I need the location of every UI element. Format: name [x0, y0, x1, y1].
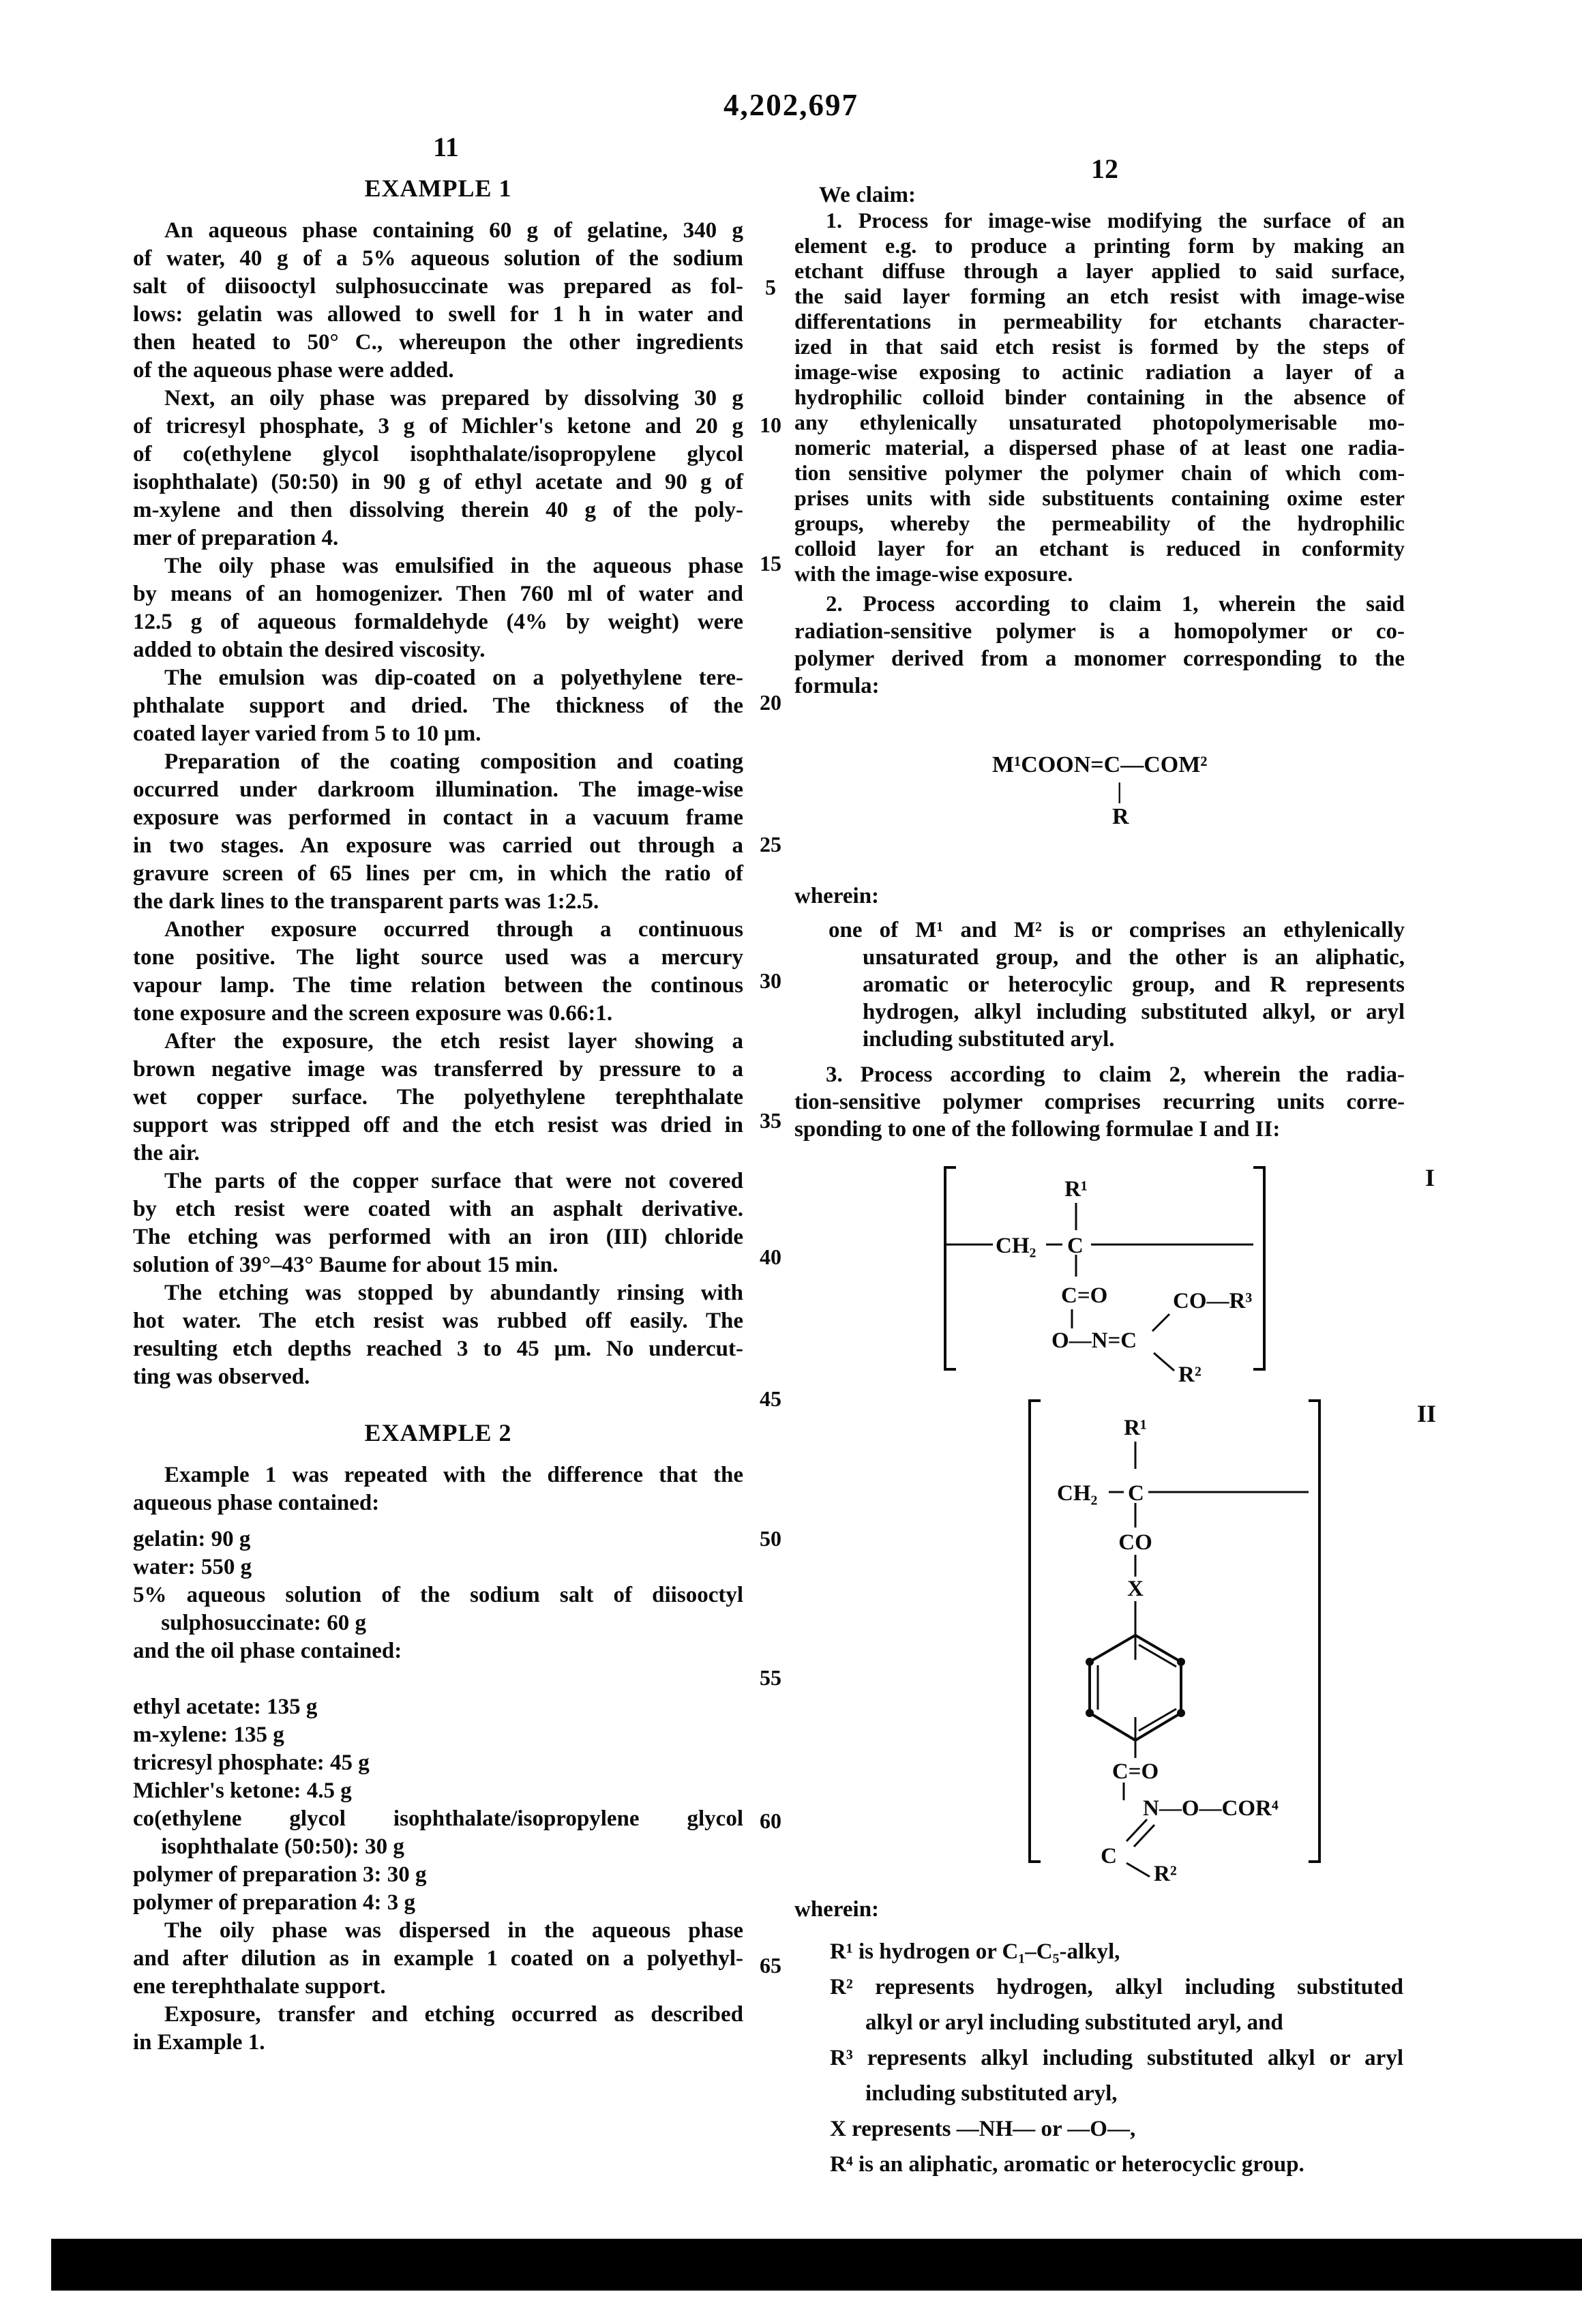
paragraph [133, 1028, 743, 1167]
text-line: in Example 1. [133, 2030, 265, 2055]
text-line: coated layer varied from 5 to 10 μm. [133, 721, 481, 746]
text-line: Next, an oily phase was prepared by dissolving 30 g [164, 386, 743, 411]
text-line: solution of 39°–43° Baume for about 15 min. [133, 1253, 558, 1277]
text-line: sponding to one of the following formulae I and II: [794, 1117, 1281, 1142]
text-line: The etching was stopped by abundantly rinsing with [164, 1281, 743, 1305]
text-line: tion-sensitive polymer comprises recurring units corre- [794, 1090, 1405, 1114]
text-line: Michler's ketone: 4.5 g [133, 1778, 352, 1803]
text-line: The oily phase was dispersed in the aqueous phase [164, 1918, 743, 1943]
text-line: gelatin: 90 g [133, 1527, 251, 1551]
text-line: by etch resist were coated with an asphalt derivative. [133, 1197, 743, 1221]
text-line: The emulsion was dip-coated on a polyethylene tere- [164, 666, 743, 690]
oil-phase-list [133, 1693, 743, 1917]
line-number: 40 [760, 1245, 781, 1269]
text-line: gravure screen of 65 lines per cm, in which the ratio of [133, 861, 743, 886]
chemical-structure-I-icon [927, 1159, 1282, 1384]
svg-text:R²: R² [1154, 1862, 1177, 1882]
text-line: Exposure, transfer and etching occurred as described [164, 2002, 743, 2027]
svg-text:X: X [1127, 1577, 1144, 1601]
text-line: ting was observed. [133, 1365, 310, 1389]
svg-text:C: C [1128, 1481, 1144, 1506]
text-line: tone exposure and the screen exposure was 0.66:1. [133, 1001, 613, 1026]
text-line: m-xylene and then dissolving therein 40 g of the poly- [133, 498, 743, 522]
wherein-label: wherein: [794, 1897, 880, 1922]
formula-2-label: II [1417, 1400, 1437, 1427]
line-number: 50 [760, 1526, 781, 1551]
text-line: ethyl acetate: 135 g [133, 1695, 318, 1719]
text-line: tion sensitive polymer the polymer chain of which com- [794, 460, 1405, 485]
svg-text:CH₂: CH₂ [1057, 1481, 1098, 1506]
monomer-formula-bond: | [1117, 779, 1122, 804]
paragraph [133, 1167, 743, 1279]
wherein-label: wherein: [794, 884, 880, 908]
line-number: 15 [760, 551, 781, 576]
svg-text:R²: R² [1178, 1362, 1202, 1384]
text-line: hydrophilic colloid binder containing in the absence of [794, 385, 1405, 409]
text-line: the said layer forming an etch resist with image-wise [794, 284, 1405, 308]
text-line: tone positive. The light source used was a mercury [133, 945, 743, 970]
example2-heading: EXAMPLE 2 [364, 1419, 512, 1446]
text-line: isophthalate) (50:50) in 90 g of ethyl acetate and 90 g of [133, 470, 743, 494]
text-line: An aqueous phase containing 60 g of gelatine, 340 g [164, 218, 743, 243]
claim-2 [794, 591, 1405, 700]
svg-text:CO—R³: CO—R³ [1173, 1289, 1253, 1313]
text-line: 3. Process according to claim 2, wherein the radia- [826, 1062, 1405, 1087]
svg-text:C=O: C=O [1061, 1283, 1108, 1308]
text-line: differentations in permeability for etchants character- [794, 309, 1405, 333]
text-line: salt of diisooctyl sulphosuccinate was prepared as fol- [133, 274, 743, 299]
text-line: brown negative image was transferred by pressure to a [133, 1057, 743, 1082]
text-line: exposure was performed in contact in a vacuum frame [133, 805, 743, 830]
text-line: support was stripped off and the etch resist was dried in [133, 1113, 743, 1137]
paragraph [133, 916, 743, 1028]
text-line: polymer derived from a monomer corresponding to the [794, 646, 1405, 671]
text-line: co(ethylene glycol isophthalate/isopropylene glycol [133, 1806, 743, 1831]
text-line: 1. Process for image-wise modifying the surface of an [826, 208, 1405, 233]
line-number: 10 [760, 413, 781, 437]
claim-3 [794, 1061, 1405, 1143]
text-line: aqueous phase contained: [133, 1491, 380, 1515]
text-line: in two stages. An exposure was carried out through a [133, 833, 743, 858]
svg-text:N—O—COR⁴: N—O—COR⁴ [1143, 1796, 1279, 1821]
aqueous-phase-list [133, 1525, 743, 1665]
svg-text:R¹: R¹ [1124, 1416, 1147, 1440]
text-line: phthalate support and dried. The thickness of the [133, 694, 743, 718]
text-line: formula: [794, 674, 880, 698]
text-line: sulphosuccinate: 60 g [133, 1611, 366, 1635]
text-line: prises units with side substituents containing oxime ester [794, 486, 1405, 510]
text-line: one of M¹ and M² is or comprises an ethylenically [829, 918, 1405, 942]
text-line: colloid layer for an etchant is reduced in conformity [794, 536, 1405, 561]
line-number: 20 [760, 690, 781, 715]
text-line: The parts of the copper surface that were not covered [164, 1169, 743, 1193]
text-line: tricresyl phosphate: 45 g [133, 1751, 370, 1775]
example1-heading: EXAMPLE 1 [364, 175, 512, 202]
r-group-definitions [794, 1934, 1405, 2182]
text-line: hydrogen, alkyl including substituted alkyl, or aryl [863, 1000, 1405, 1024]
svg-text:C: C [1101, 1844, 1117, 1868]
text-line: ene terephthalate support. [133, 1974, 386, 1999]
text-line: Example 1 was repeated with the difference that the [164, 1463, 743, 1487]
text-line: R¹ is hydrogen or C₁–C₅-alkyl, [830, 1939, 1120, 1964]
text-line: R² represents hydrogen, alkyl including substituted [830, 1975, 1403, 1999]
text-line: 5% aqueous solution of the sodium salt of diisooctyl [133, 1583, 743, 1607]
text-line: any ethylenically unsaturated photopolymerisable mo- [794, 410, 1405, 434]
text-line: wet copper surface. The polyethylene terephthalate [133, 1085, 743, 1109]
text-line: mer of preparation 4. [133, 526, 339, 550]
text-line: lows: gelatin was allowed to swell for 1 h in water and [133, 302, 743, 327]
text-line: including substituted aryl, [865, 2081, 1118, 2106]
text-line: with the image-wise exposure. [794, 561, 1073, 586]
text-line: element e.g. to produce a printing form by making an [794, 233, 1405, 258]
text-line: After the exposure, the etch resist layer showing a [164, 1029, 743, 1054]
patent-number: 4,202,697 [723, 88, 859, 122]
text-line: aromatic or heterocylic group, and R represents [863, 972, 1405, 997]
text-line: X represents —NH— or —O—, [830, 2117, 1136, 2141]
line-number: 25 [760, 832, 781, 856]
text-line: ized in that said etch resist is formed by the steps of [794, 334, 1405, 359]
text-line: vapour lamp. The time relation between the continous [133, 973, 743, 998]
paragraph [133, 2001, 743, 2057]
line-number: 55 [760, 1665, 781, 1690]
line-number: 65 [760, 1953, 781, 1978]
paragraph [133, 1917, 743, 2001]
column-number-left: 11 [433, 132, 459, 162]
chemical-structure-II-icon [975, 1391, 1357, 1882]
paragraph [133, 217, 743, 385]
m-definitions [794, 917, 1405, 1053]
text-line: then heated to 50° C., whereupon the other ingredients [133, 330, 743, 355]
text-line: The etching was performed with an iron (III) chloride [133, 1225, 743, 1249]
text-line: hot water. The etch resist was rubbed off easily. The [133, 1309, 743, 1333]
svg-text:CO: CO [1118, 1530, 1152, 1555]
text-line: unsaturated group, and the other is an aliphatic, [863, 945, 1405, 970]
text-line: image-wise exposing to actinic radiation a layer of a [794, 359, 1405, 384]
text-line: added to obtain the desired viscosity. [133, 638, 486, 662]
text-line: and the oil phase contained: [133, 1639, 402, 1663]
text-line: occurred under darkroom illumination. The image-wise [133, 777, 743, 802]
svg-text:C: C [1067, 1234, 1084, 1258]
text-line: etchant diffuse through a layer applied to said surface, [794, 258, 1405, 283]
text-line: nomeric material, a dispersed phase of at least one radia- [794, 435, 1405, 460]
text-line: polymer of preparation 3: 30 g [133, 1862, 427, 1887]
svg-text:R¹: R¹ [1064, 1177, 1088, 1202]
text-line: including substituted aryl. [863, 1027, 1115, 1052]
text-line: resulting etch depths reached 3 to 45 μm. No undercut- [133, 1337, 743, 1361]
text-line: and after dilution as in example 1 coated on a polyethyl- [133, 1946, 743, 1971]
we-claim-heading: We claim: [819, 183, 916, 207]
text-line: 2. Process according to claim 1, wherein the said [826, 592, 1405, 616]
text-line: of the aqueous phase were added. [133, 358, 454, 383]
formula-2-diagram [975, 1391, 1357, 1886]
text-line: the air. [133, 1141, 200, 1165]
formula-1-label: I [1425, 1164, 1435, 1191]
text-line: of co(ethylene glycol isophthalate/isopropylene glycol [133, 442, 743, 466]
text-line: the dark lines to the transparent parts was 1:2.5. [133, 889, 599, 914]
text-line: radiation-sensitive polymer is a homopolymer or co- [794, 619, 1405, 644]
monomer-formula-main: M¹COON=C—COM² [992, 752, 1208, 777]
paragraph [133, 1279, 743, 1391]
text-line: Another exposure occurred through a continuous [164, 917, 743, 942]
text-line: m-xylene: 135 g [133, 1723, 284, 1747]
column-number-right: 12 [1091, 153, 1118, 184]
text-line: The oily phase was emulsified in the aqueous phase [164, 554, 743, 578]
paragraph [133, 1461, 743, 1517]
claim-1 [794, 208, 1405, 586]
monomer-formula-r-group: R [1112, 804, 1129, 829]
text-line: R⁴ is an aliphatic, aromatic or heterocyclic group. [830, 2152, 1304, 2177]
text-line: of water, 40 g of a 5% aqueous solution of the sodium [133, 246, 743, 271]
paragraph [133, 385, 743, 552]
paragraph [133, 748, 743, 916]
text-line: 12.5 g of aqueous formaldehyde (4% by weight) were [133, 610, 743, 634]
line-number: 5 [765, 275, 776, 299]
text-line: of tricresyl phosphate, 3 g of Michler's ketone and 20 g [133, 414, 743, 438]
line-number: 30 [760, 968, 781, 993]
scan-artifact-bar [51, 2239, 1582, 2291]
svg-text:O—N=C: O—N=C [1051, 1328, 1137, 1353]
paragraph [133, 552, 743, 664]
text-line: isophthalate (50:50): 30 g [133, 1834, 404, 1859]
paragraph [133, 664, 743, 748]
line-number: 60 [760, 1808, 781, 1833]
line-number: 35 [760, 1108, 781, 1133]
text-line: R³ represents alkyl including substituted alkyl or aryl [830, 2046, 1403, 2070]
text-line: by means of an homogenizer. Then 760 ml of water and [133, 582, 743, 606]
text-line: polymer of preparation 4: 3 g [133, 1890, 415, 1915]
formula-1-diagram [927, 1159, 1282, 1388]
svg-text:C=O: C=O [1111, 1759, 1159, 1784]
text-line: groups, whereby the permeability of the hydrophilic [794, 511, 1405, 535]
monomer-formula [992, 750, 1208, 831]
text-line: Preparation of the coating composition and coating [164, 749, 743, 774]
line-number: 45 [760, 1386, 781, 1411]
text-line: water: 550 g [133, 1555, 252, 1579]
svg-text:CH₂: CH₂ [996, 1234, 1036, 1258]
text-line: alkyl or aryl including substituted aryl, and [865, 2010, 1283, 2035]
